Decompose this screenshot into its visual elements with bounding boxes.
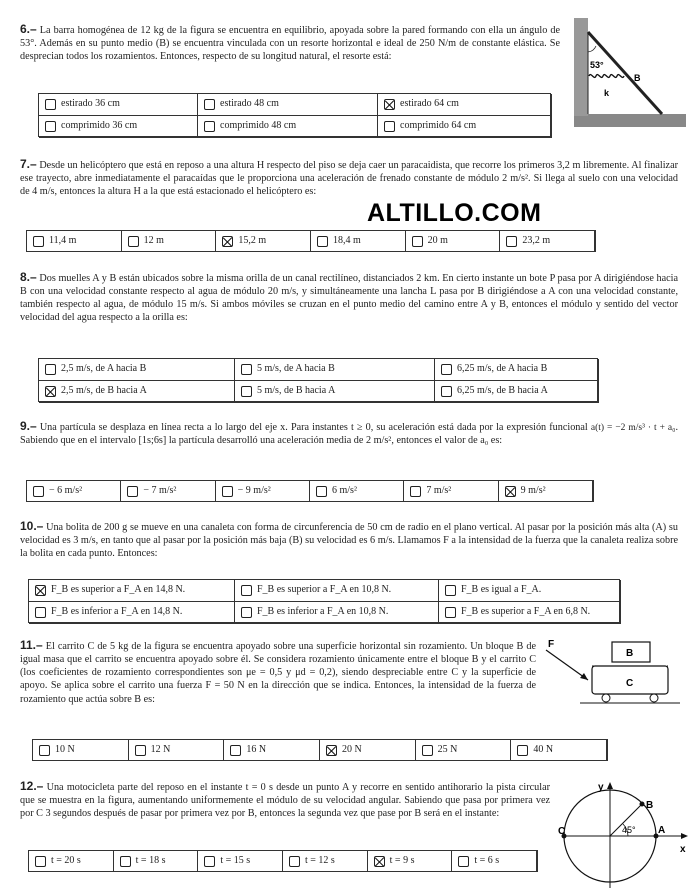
options-q10 xyxy=(28,579,620,623)
option-q9-3[interactable] xyxy=(216,481,310,502)
option-label: estirado 48 cm xyxy=(220,98,279,110)
option-q7-6[interactable] xyxy=(500,231,595,252)
checkbox[interactable] xyxy=(506,236,517,247)
option-label: 5 m/s, de B hacia A xyxy=(257,385,336,397)
option-q8-2[interactable] xyxy=(235,359,435,381)
option-label: 23,2 m xyxy=(522,234,551,246)
option-label: 6,25 m/s, de B hacia A xyxy=(457,385,548,397)
option-q9-2[interactable] xyxy=(121,481,215,502)
checkbox[interactable] xyxy=(39,745,50,756)
checkbox-checked[interactable] xyxy=(384,99,395,110)
option-q6-5[interactable] xyxy=(198,116,378,138)
checkbox[interactable] xyxy=(33,486,44,497)
option-label: F_B es igual a F_A. xyxy=(461,584,542,596)
option-q11-2[interactable] xyxy=(129,740,225,761)
point-b-label: B xyxy=(646,800,654,811)
option-label: 18,4 m xyxy=(332,234,361,246)
question-text: . Sabiendo que en el intervalo [1s;6s] la partícula desarrolló una aceleración media de 2 m/s², entonces el valor de a₀ es: xyxy=(20,422,678,447)
option-q11-1[interactable] xyxy=(33,740,129,761)
option-label: 2,5 m/s, de A hacia B xyxy=(61,363,147,375)
option-q9-4[interactable] xyxy=(310,481,404,502)
option-q7-3[interactable] xyxy=(216,231,311,252)
options-q9 xyxy=(26,480,594,502)
option-label: 20 N xyxy=(341,743,362,755)
question-number: 8.– xyxy=(20,270,37,284)
option-q12-5[interactable] xyxy=(368,851,453,872)
option-q7-4[interactable] xyxy=(311,231,406,252)
checkbox[interactable] xyxy=(35,856,46,867)
point-c-label: C xyxy=(558,826,566,837)
option-label: t = 9 s xyxy=(389,854,415,866)
option-label: 2,5 m/s, de B hacia A xyxy=(61,385,147,397)
checkbox[interactable] xyxy=(384,121,395,132)
option-label: t = 15 s xyxy=(220,854,251,866)
checkbox[interactable] xyxy=(316,486,327,497)
checkbox[interactable] xyxy=(241,364,252,375)
block-b-label: B xyxy=(626,648,634,659)
checkbox[interactable] xyxy=(241,386,252,397)
question-text: Una motocicleta parte del reposo en el instante t = 0 s desde un punto A y recorre en sentido antihorario la pista circular que se muestra en la figura, aumentando uniformemente el módulo de su velocidad angular. Sabiendo que pasa por primera vez por C 3 segundos después de pasar por primera vez por B, entonces la segunda vez que pase por B será en el instante: xyxy=(20,782,551,820)
point-a-label: A xyxy=(658,825,666,836)
option-q9-5[interactable] xyxy=(404,481,498,502)
option-label: 10 N xyxy=(55,743,75,755)
option-label: F_B es inferior a F_A en 14,8 N. xyxy=(51,606,183,618)
option-q12-1[interactable] xyxy=(29,851,114,872)
question-text: Una partícula se desplaza en línea recta a lo largo del eje x. Para instantes t ≥ 0, su aceleración está dada por la expresión funcional xyxy=(39,422,588,433)
option-q8-3[interactable] xyxy=(435,359,599,381)
option-q10-1[interactable] xyxy=(29,580,235,602)
question-9 xyxy=(20,419,678,447)
question-text: Desde un helicóptero que está en reposo a una altura H respecto del piso se deja caer un paracaidista, que recorre los primeros 3,2 m libremente. Al finalizar ese trayecto, abre inmediatamente el paracaídas que le proporciona una aceleración de frenado constante de módulo 2 m/s². Si llega al suelo con una velocidad de 4 m/s, entonces la altura H a la que está estacionado el helicóptero es: xyxy=(20,160,678,198)
question-7 xyxy=(20,157,678,198)
option-q6-4[interactable] xyxy=(39,116,198,138)
checkbox-checked[interactable] xyxy=(374,856,385,867)
option-label: 12 N xyxy=(150,743,171,755)
option-label: 40 N xyxy=(533,743,554,755)
checkbox[interactable] xyxy=(35,607,46,618)
options-q6 xyxy=(38,93,551,137)
option-label: F_B es inferior a F_A en 10,8 N. xyxy=(257,606,389,618)
option-label: 6,25 m/s, de A hacia B xyxy=(457,363,548,375)
option-q6-1[interactable] xyxy=(39,94,198,116)
checkbox[interactable] xyxy=(128,236,139,247)
checkbox-checked[interactable] xyxy=(505,486,516,497)
watermark: ALTILLO.COM xyxy=(367,199,542,227)
option-label: 5 m/s, de A hacia B xyxy=(257,363,335,375)
option-label: 20 m xyxy=(427,234,448,246)
option-label: t = 6 s xyxy=(474,854,500,866)
force-label: F xyxy=(548,639,555,650)
option-q10-5[interactable] xyxy=(235,602,439,624)
option-q10-4[interactable] xyxy=(29,602,235,624)
checkbox[interactable] xyxy=(204,99,215,110)
question-12 xyxy=(20,779,550,820)
option-label: − 7 m/s² xyxy=(143,484,177,496)
option-label: comprimido 64 cm xyxy=(400,120,477,132)
option-q10-6[interactable] xyxy=(439,602,621,624)
checkbox[interactable] xyxy=(127,486,138,497)
checkbox[interactable] xyxy=(241,585,252,596)
circular-track-figure xyxy=(556,778,696,892)
option-q11-6[interactable] xyxy=(511,740,607,761)
option-q8-6[interactable] xyxy=(435,381,599,403)
checkbox[interactable] xyxy=(441,386,452,397)
checkbox[interactable] xyxy=(289,856,300,867)
question-text: Una bolita de 200 g se mueve en una canaleta con forma de circunferencia de 50 cm de radio en el plano vertical. Al pasar por la posición más alta (A) su velocidad es 3 m/s, en tanto que al pasar por la posición más baja (B) su velocidad es 6 m/s. Llamamos F a la intensidad de la fuerza que la canaleta realiza sobre la bolita en cada punto. Entonces: xyxy=(20,522,678,560)
checkbox[interactable] xyxy=(441,364,452,375)
option-q10-2[interactable] xyxy=(235,580,439,602)
option-q7-1[interactable] xyxy=(27,231,122,252)
option-label: F_B es superior a F_A en 14,8 N. xyxy=(51,584,186,596)
question-number: 10.– xyxy=(20,519,44,533)
question-10 xyxy=(20,519,678,560)
question-number: 6.– xyxy=(20,22,37,36)
y-axis-label: y xyxy=(598,782,604,793)
option-label: 9 m/s² xyxy=(520,484,546,496)
checkbox[interactable] xyxy=(222,486,233,497)
option-q12-6[interactable] xyxy=(452,851,537,872)
checkbox[interactable] xyxy=(317,236,328,247)
option-q6-2[interactable] xyxy=(198,94,378,116)
option-q6-3[interactable] xyxy=(378,94,552,116)
checkbox[interactable] xyxy=(204,856,215,867)
option-label: − 6 m/s² xyxy=(49,484,83,496)
question-number: 9.– xyxy=(20,419,37,433)
option-q7-2[interactable] xyxy=(122,231,217,252)
option-label: 11,4 m xyxy=(49,234,77,246)
x-axis-label: x xyxy=(680,844,686,855)
option-q11-3[interactable] xyxy=(224,740,320,761)
question-text: Dos muelles A y B están ubicados sobre la misma orilla de un canal rectilíneo, distanciados 2 km. En cierto instante un bote P pasa por A dirigiéndose hacia B con una velocidad constante respecto al agua de módulo 20 m/s, y simultáneamente una lancha L pasa por B dirigiéndose a A con una velocidad constante, también respecto al agua, de módulo 15 m/s. Si ambos móviles se cruzan en el punto medio del camino entre A y B, entonces el módulo y sentido del vector velocidad del agua respecto a la orilla es: xyxy=(20,273,679,324)
option-q12-3[interactable] xyxy=(198,851,283,872)
checkbox[interactable] xyxy=(445,585,456,596)
checkbox[interactable] xyxy=(422,745,433,756)
checkbox[interactable] xyxy=(517,745,528,756)
option-label: 12 m xyxy=(143,234,164,246)
option-label: 25 N xyxy=(437,743,458,755)
option-label: comprimido 48 cm xyxy=(220,120,297,132)
option-q10-3[interactable] xyxy=(439,580,621,602)
option-label: F_B es superior a F_A en 10,8 N. xyxy=(257,584,392,596)
checkbox[interactable] xyxy=(120,856,131,867)
spring-label: k xyxy=(604,88,610,98)
option-q9-6[interactable] xyxy=(499,481,593,502)
question-11 xyxy=(20,638,536,706)
option-q12-2[interactable] xyxy=(114,851,199,872)
options-q12 xyxy=(28,850,538,872)
point-b-label: B xyxy=(634,73,641,83)
question-6 xyxy=(20,22,560,63)
checkbox[interactable] xyxy=(458,856,469,867)
bar-spring-figure xyxy=(572,16,690,128)
options-q7 xyxy=(26,230,596,252)
option-label: 7 m/s² xyxy=(426,484,452,496)
option-label: t = 18 s xyxy=(135,854,166,866)
checkbox-checked[interactable] xyxy=(326,745,337,756)
cart-c-label: C xyxy=(626,678,634,689)
checkbox[interactable] xyxy=(445,607,456,618)
option-label: − 9 m/s² xyxy=(237,484,271,496)
question-text: La barra homogénea de 12 kg de la figura se encuentra en equilibrio, apoyada sobre la pared formando con ella un ángulo de 53°. Además en su punto medio (B) se encuentra vinculada con un resorte horizontal e ideal de 250 N/m de constante elástica. Se desprecian todos los rozamientos. Entonces, respecto de su longitud natural, el resorte está: xyxy=(20,25,560,63)
checkbox[interactable] xyxy=(241,607,252,618)
question-text: El carrito C de 5 kg de la figura se encuentra apoyado sobre una superficie horizontal sin rozamiento. Un bloque B de igual masa que el carrito se encuentra apoyado sobre él. Se considera rozamiento únicamente entre el bloque B y el carrito C (los coeficientes de rozamiento correspondientes son μe = 0,5 y μd = 0,2), siendo despreciable entre C y la superficie de apoyo. Se aplica sobre el carrito una fuerza F = 50 N en la dirección que se indica. Entonces, la intensidad de la fuerza de rozamiento que actúa sobre B es: xyxy=(20,641,536,705)
checkbox[interactable] xyxy=(412,236,423,247)
option-q8-1[interactable] xyxy=(39,359,235,381)
checkbox[interactable] xyxy=(410,486,421,497)
option-q9-1[interactable] xyxy=(27,481,121,502)
option-label: F_B es superior a F_A en 6,8 N. xyxy=(461,606,591,618)
angle-label: 53° xyxy=(590,60,604,70)
options-q8 xyxy=(38,358,598,402)
option-label: estirado 36 cm xyxy=(61,98,120,110)
checkbox[interactable] xyxy=(33,236,44,247)
option-q8-5[interactable] xyxy=(235,381,435,403)
option-q8-4[interactable] xyxy=(39,381,235,403)
option-q7-5[interactable] xyxy=(406,231,501,252)
checkbox[interactable] xyxy=(230,745,241,756)
checkbox[interactable] xyxy=(45,121,56,132)
question-number: 12.– xyxy=(20,779,44,793)
checkbox-checked[interactable] xyxy=(35,585,46,596)
option-q11-4[interactable] xyxy=(320,740,416,761)
question-number: 11.– xyxy=(20,638,43,652)
checkbox[interactable] xyxy=(204,121,215,132)
angle-label: 45° xyxy=(622,825,636,835)
question-number: 7.– xyxy=(20,157,37,171)
options-q11 xyxy=(32,739,608,761)
option-label: 6 m/s² xyxy=(332,484,357,496)
checkbox[interactable] xyxy=(45,364,56,375)
option-label: t = 20 s xyxy=(51,854,81,866)
formula: a(t) = −2 m/s³ · t + a₀ xyxy=(590,423,676,433)
option-label: t = 12 s xyxy=(304,854,335,866)
option-q11-5[interactable] xyxy=(416,740,512,761)
checkbox[interactable] xyxy=(135,745,146,756)
option-label: 15,2 m xyxy=(238,234,267,246)
checkbox[interactable] xyxy=(45,99,56,110)
option-q6-6[interactable] xyxy=(378,116,552,138)
question-8 xyxy=(20,270,678,325)
option-label: estirado 64 cm xyxy=(400,98,459,110)
option-label: 16 N xyxy=(246,743,267,755)
checkbox-checked[interactable] xyxy=(45,386,56,397)
cart-block-figure xyxy=(540,636,686,718)
option-label: comprimido 36 cm xyxy=(61,120,138,132)
checkbox-checked[interactable] xyxy=(222,236,233,247)
option-q12-4[interactable] xyxy=(283,851,368,872)
